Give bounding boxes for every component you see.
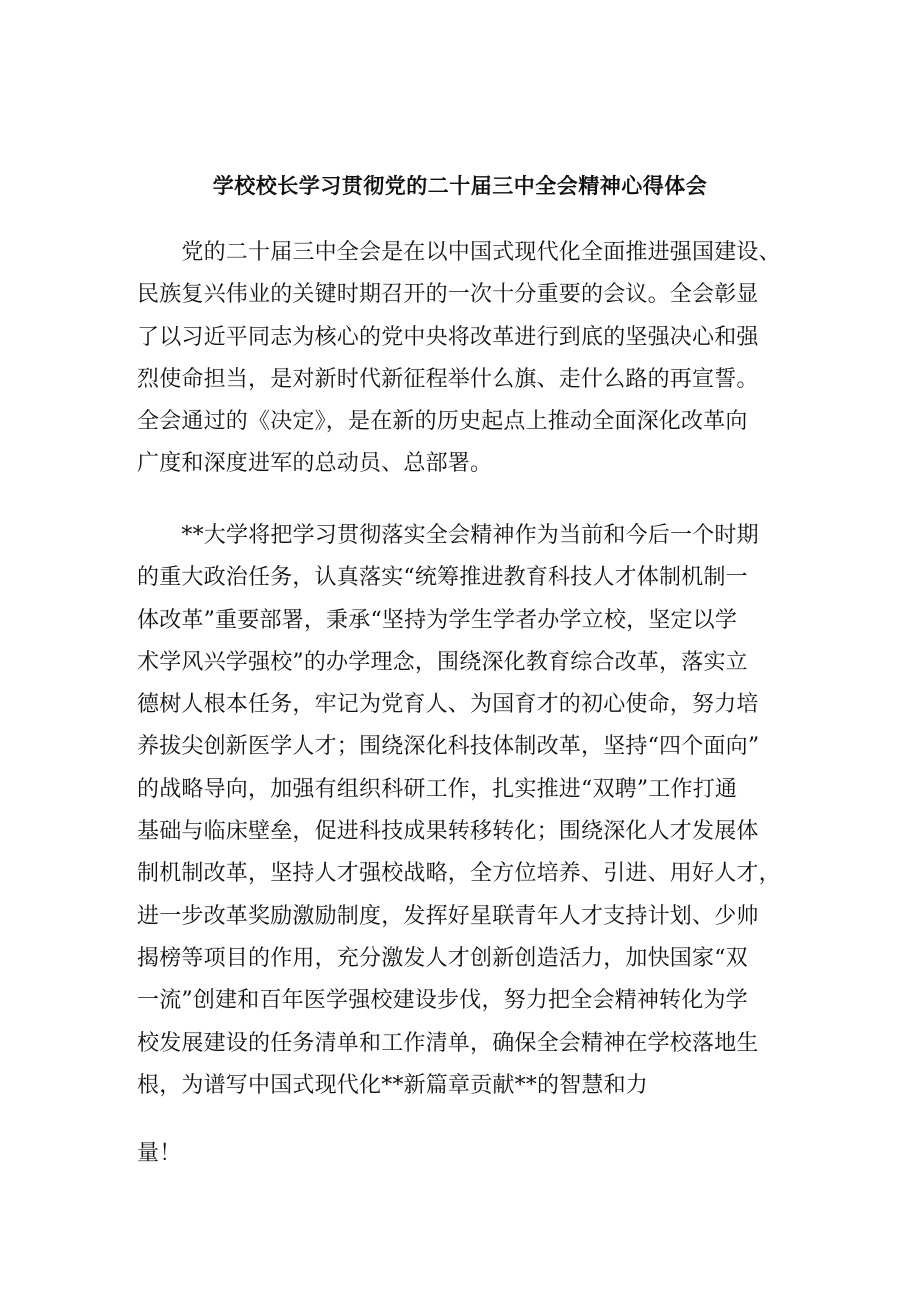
text-line: 校发展建设的任务清单和工作清单，确保全会精神在学校落地生 [137, 1030, 759, 1056]
text-line: 体改革”重要部署，秉承“坚持为学生学者办学立校，坚定以学 [137, 607, 738, 633]
text-line: 的重大政治任务，认真落实“统筹推进教育科技人才体制机制一 [137, 565, 748, 591]
text-line: 量！ [137, 1141, 182, 1166]
text-line: 烈使命担当，是对新时代新征程举什么旗、走什么路的再宣誓。 [137, 366, 759, 392]
text-line: 广度和深度进军的总动员、总部署。 [137, 451, 493, 477]
text-line: 进一步改革奖励激励制度，发挥好星联青年人才支持计划、少帅 [137, 903, 759, 929]
paragraph-2 [137, 515, 787, 1107]
text-line: 根，为谱写中国式现代化**新篇章贡献**的智慧和力 [137, 1072, 649, 1098]
text-line: 民族复兴伟业的关键时期召开的一次十分重要的会议。全会彰显 [137, 282, 759, 308]
text-line: 全会通过的《决定》，是在新的历史起点上推动全面深化改革向 [137, 409, 748, 435]
text-line: 养拔尖创新医学人才；围绕深化科技体制改革，坚持“四个面向” [137, 734, 760, 760]
text-line: 德树人根本任务，牢记为党育人、为国育才的初心使命，努力培 [137, 692, 759, 718]
text-line: 基础与临床壁垒，促进科技成果转移转化；围绕深化人才发展体 [137, 819, 759, 845]
text-line: 了以习近平同志为核心的党中央将改革进行到底的坚强决心和强 [137, 324, 759, 350]
text-line: 一流”创建和百年医学强校建设步伐，努力把全会精神转化为学 [137, 988, 748, 1014]
text-line: 党的二十届三中全会是在以中国式现代化全面推进强国建设、 [137, 240, 781, 265]
text-line: 制机制改革，坚持人才强校战略，全方位培养、引进、用好人才， [137, 861, 781, 887]
text-line: **大学将把学习贯彻落实全会精神作为当前和今后一个时期 [137, 523, 759, 548]
text-line: 揭榜等项目的作用，充分激发人才创新创造活力，加快国家“双 [137, 945, 748, 971]
document-title: 学校校长学习贯彻党的二十届三中全会精神心得体会 [212, 174, 708, 198]
paragraph-tail [137, 1133, 787, 1175]
text-line: 的战略导向，加强有组织科研工作，扎实推进“双聘”工作打通 [137, 776, 738, 802]
text-line: 术学风兴学强校”的办学理念，围绕深化教育综合改革，落实立 [137, 649, 748, 675]
paragraph-1 [137, 232, 787, 486]
